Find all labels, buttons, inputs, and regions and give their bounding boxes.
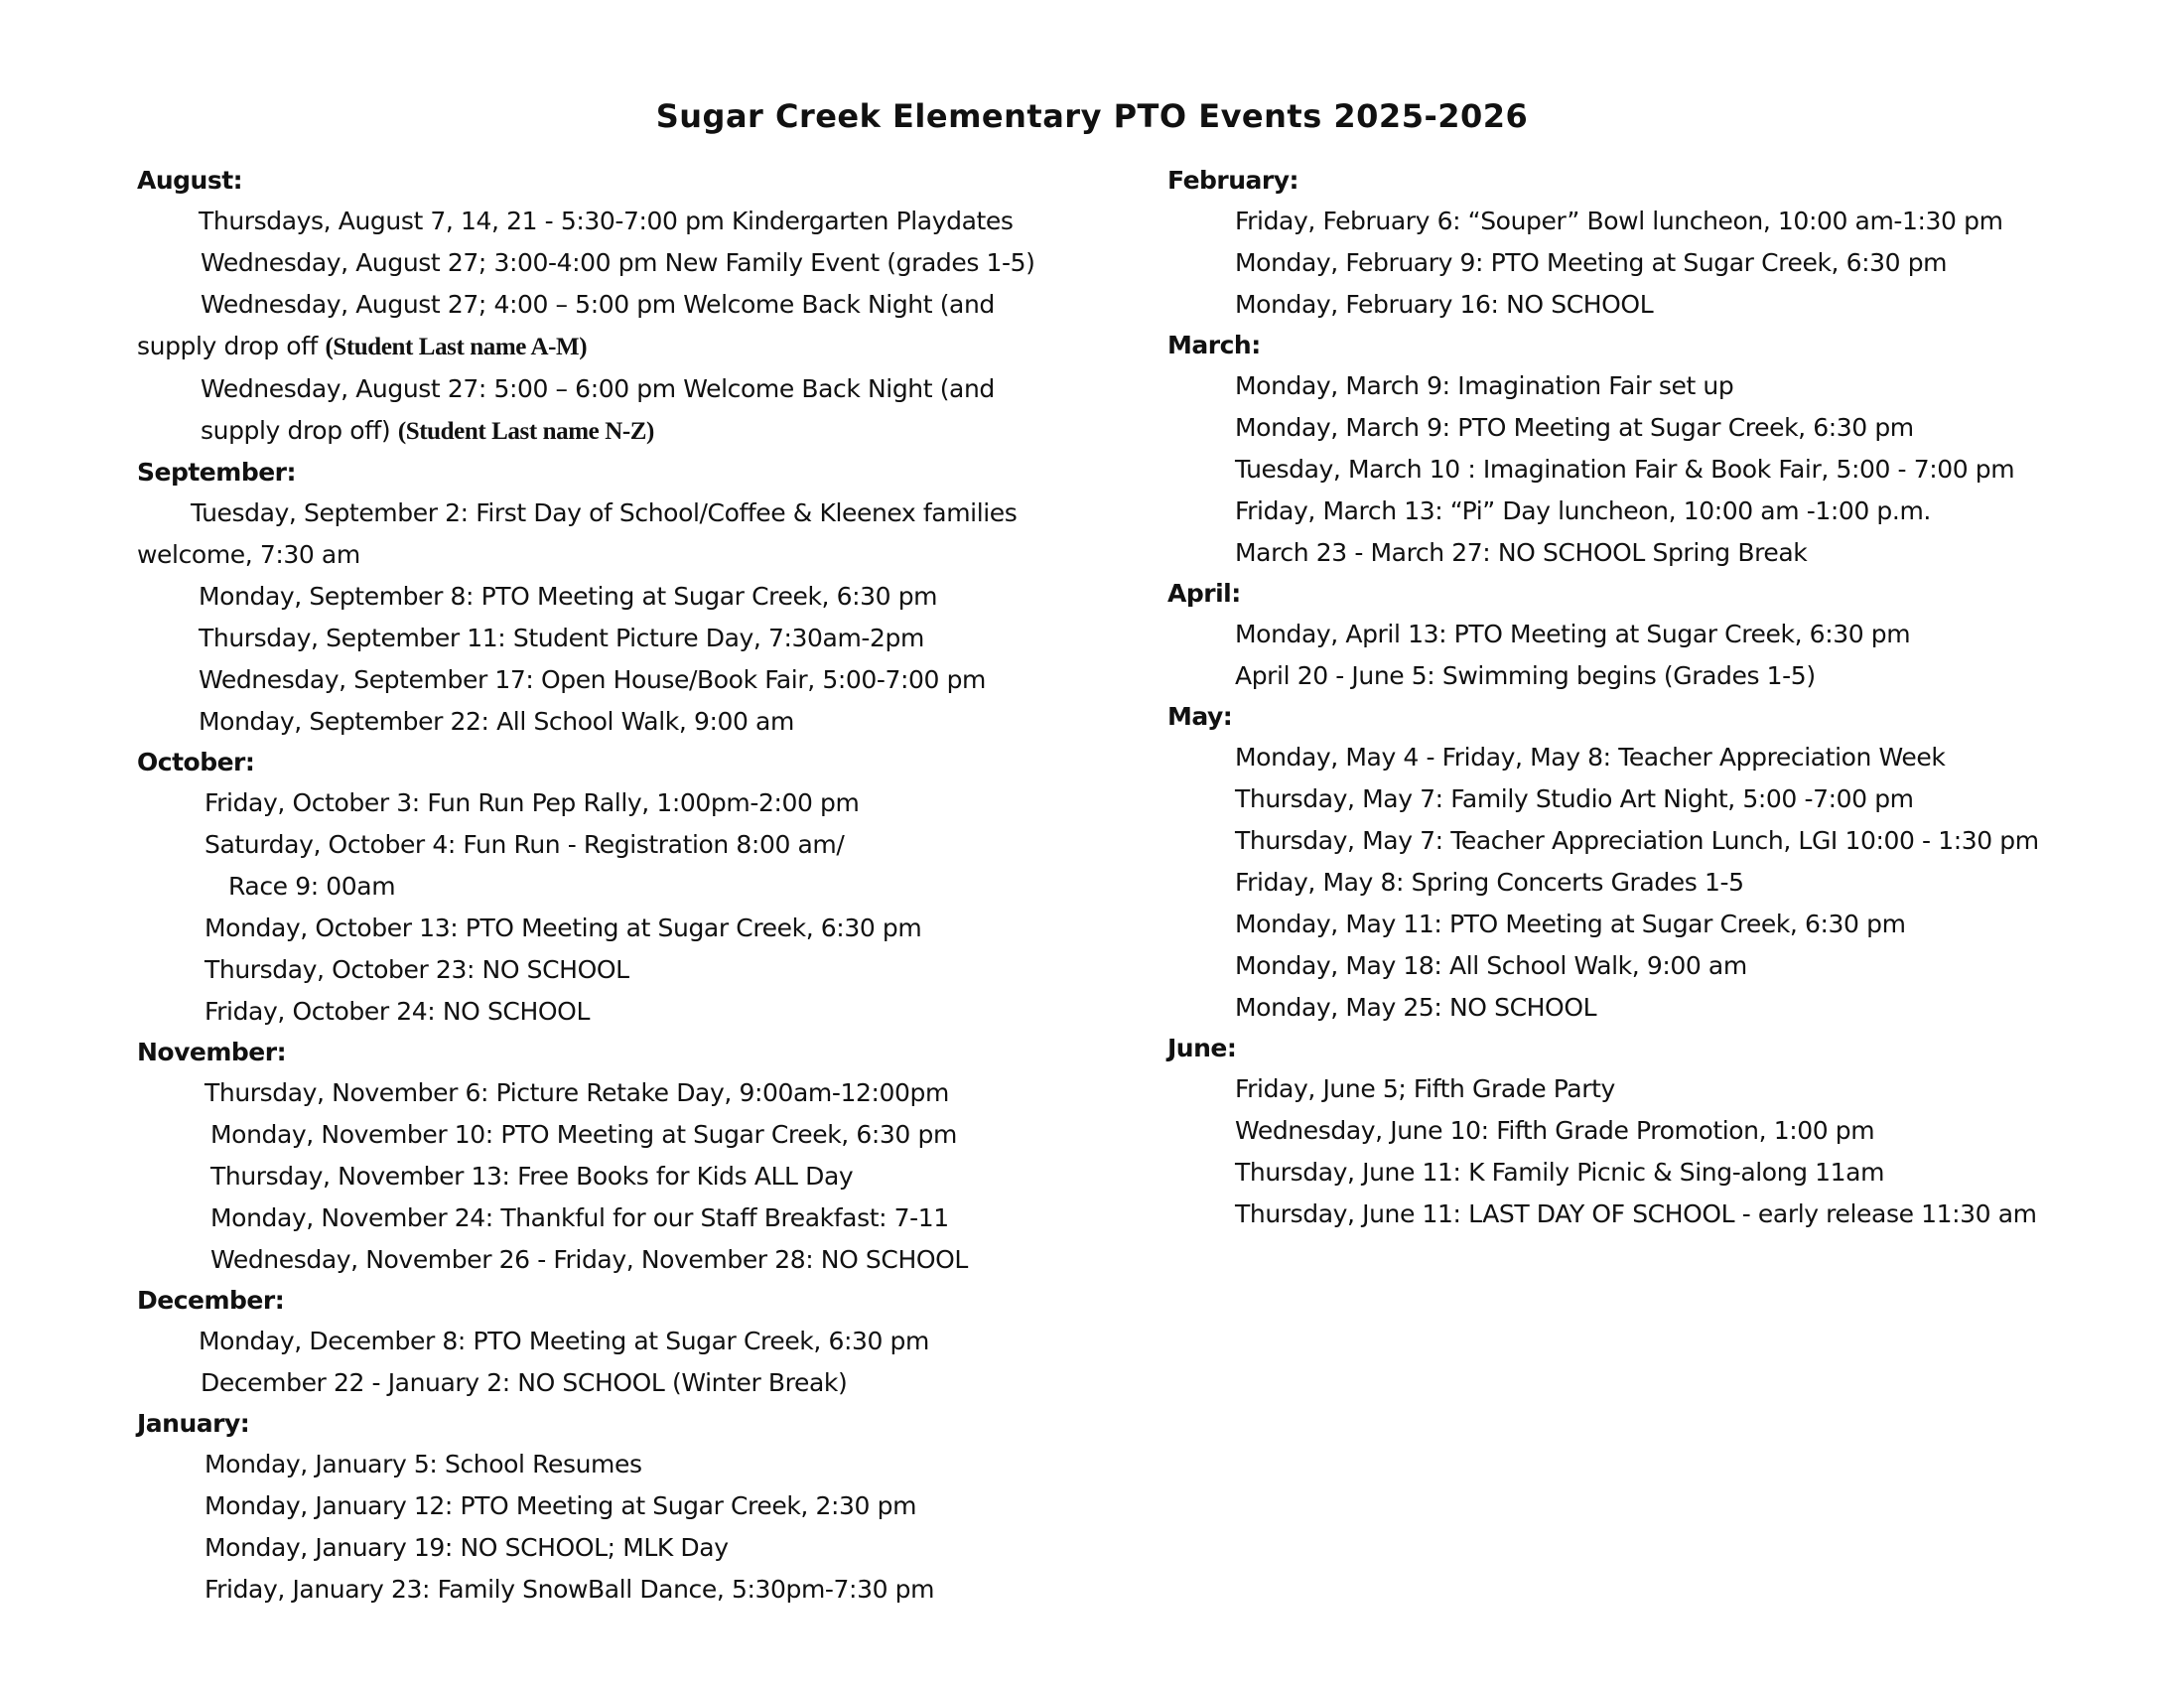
event-item: Monday, September 22: All School Walk, 9:00 am bbox=[199, 707, 794, 736]
event-note: (Student Last name A-M) bbox=[325, 334, 588, 360]
event-item: Monday, February 9: PTO Meeting at Sugar Creek, 6:30 pm bbox=[1235, 248, 1948, 277]
event-item: Thursday, June 11: LAST DAY OF SCHOOL - early release 11:30 am bbox=[1235, 1199, 2037, 1228]
event-item: Monday, May 25: NO SCHOOL bbox=[1235, 993, 1597, 1022]
event-item: Wednesday, June 10: Fifth Grade Promotion, 1:00 pm bbox=[1235, 1116, 1875, 1145]
month-heading-january: January: bbox=[137, 1409, 250, 1438]
event-item: Thursdays, August 7, 14, 21 - 5:30-7:00 pm Kindergarten Playdates bbox=[199, 207, 1014, 235]
event-item: Friday, March 13: “Pi” Day luncheon, 10:00 am -1:00 p.m. bbox=[1235, 496, 1931, 525]
event-item: Tuesday, March 10 : Imagination Fair & Book Fair, 5:00 - 7:00 pm bbox=[1235, 455, 2015, 484]
event-item: Wednesday, September 17: Open House/Book Fair, 5:00-7:00 pm bbox=[199, 665, 986, 694]
month-heading-november: November: bbox=[137, 1038, 287, 1066]
event-item: Friday, October 24: NO SCHOOL bbox=[205, 997, 590, 1026]
event-item: April 20 - June 5: Swimming begins (Grades 1-5) bbox=[1235, 661, 1816, 690]
event-item: Monday, March 9: Imagination Fair set up bbox=[1235, 371, 1734, 400]
month-heading-february: February: bbox=[1167, 166, 1299, 195]
event-item: Tuesday, September 2: First Day of School/Coffee & Kleenex families bbox=[191, 498, 1018, 527]
event-item: Friday, June 5; Fifth Grade Party bbox=[1235, 1074, 1615, 1103]
event-item: Thursday, September 11: Student Picture Day, 7:30am-2pm bbox=[199, 624, 924, 652]
event-item: Monday, September 8: PTO Meeting at Sugar Creek, 6:30 pm bbox=[199, 582, 938, 611]
month-heading-august: August: bbox=[137, 166, 243, 195]
event-item: Monday, March 9: PTO Meeting at Sugar Creek, 6:30 pm bbox=[1235, 413, 1914, 442]
month-heading-september: September: bbox=[137, 458, 296, 487]
month-heading-march: March: bbox=[1167, 331, 1261, 359]
month-heading-october: October: bbox=[137, 748, 255, 776]
event-item: Monday, December 8: PTO Meeting at Sugar Creek, 6:30 pm bbox=[199, 1327, 929, 1355]
event-item: Monday, May 4 - Friday, May 8: Teacher Appreciation Week bbox=[1235, 743, 1946, 772]
event-item: Wednesday, August 27; 3:00-4:00 pm New Family Event (grades 1-5) bbox=[201, 248, 1035, 277]
event-item: Wednesday, August 27; 4:00 – 5:00 pm Welcome Back Night (and bbox=[201, 290, 995, 319]
month-heading-december: December: bbox=[137, 1286, 285, 1315]
event-item: Wednesday, August 27: 5:00 – 6:00 pm Welcome Back Night (and bbox=[201, 374, 995, 403]
event-note: (Student Last name N-Z) bbox=[397, 418, 654, 445]
event-item: Thursday, June 11: K Family Picnic & Sing-along 11am bbox=[1235, 1158, 1885, 1187]
event-item-continuation bbox=[137, 326, 1011, 368]
event-item: Thursday, October 23: NO SCHOOL bbox=[205, 955, 629, 984]
event-item: Friday, February 6: “Souper” Bowl luncheon, 10:00 am-1:30 pm bbox=[1235, 207, 2003, 235]
event-item: Friday, October 3: Fun Run Pep Rally, 1:00pm-2:00 pm bbox=[205, 788, 860, 817]
event-item: Monday, January 12: PTO Meeting at Sugar Creek, 2:30 pm bbox=[205, 1491, 917, 1520]
event-item: Thursday, May 7: Teacher Appreciation Lunch, LGI 10:00 - 1:30 pm bbox=[1235, 826, 2039, 855]
event-item: Monday, January 19: NO SCHOOL; MLK Day bbox=[205, 1533, 729, 1562]
event-item: Thursday, November 13: Free Books for Kids ALL Day bbox=[210, 1162, 854, 1191]
event-item: Monday, October 13: PTO Meeting at Sugar Creek, 6:30 pm bbox=[205, 914, 922, 942]
event-item: Monday, November 24: Thankful for our Staff Breakfast: 7-11 bbox=[210, 1203, 949, 1232]
event-item: Monday, May 18: All School Walk, 9:00 am bbox=[1235, 951, 1747, 980]
event-item: Thursday, November 6: Picture Retake Day, 9:00am-12:00pm bbox=[205, 1078, 949, 1107]
page-title: Sugar Creek Elementary PTO Events 2025-2026 bbox=[655, 97, 1529, 135]
right-column bbox=[1167, 161, 2041, 1235]
event-item: Monday, January 5: School Resumes bbox=[205, 1450, 642, 1478]
month-heading-june: June: bbox=[1167, 1034, 1237, 1062]
event-item: Friday, May 8: Spring Concerts Grades 1-5 bbox=[1235, 868, 1744, 897]
event-item: Friday, January 23: Family SnowBall Dance, 5:30pm-7:30 pm bbox=[205, 1575, 935, 1604]
event-item: Monday, February 16: NO SCHOOL bbox=[1235, 290, 1654, 319]
event-item-continuation: Race 9: 00am bbox=[228, 872, 396, 901]
month-heading-april: April: bbox=[1167, 579, 1241, 608]
event-item-continuation: welcome, 7:30 am bbox=[137, 540, 360, 569]
event-text: supply drop off bbox=[137, 332, 326, 360]
event-item: Monday, April 13: PTO Meeting at Sugar Creek, 6:30 pm bbox=[1235, 620, 1911, 648]
event-item: March 23 - March 27: NO SCHOOL Spring Break bbox=[1235, 538, 1808, 567]
event-item: Saturday, October 4: Fun Run - Registration 8:00 am/ bbox=[205, 830, 845, 859]
event-item-continuation bbox=[137, 410, 1011, 453]
event-item: Thursday, May 7: Family Studio Art Night, 5:00 -7:00 pm bbox=[1235, 784, 1914, 813]
month-heading-may: May: bbox=[1167, 702, 1233, 731]
event-item: Monday, November 10: PTO Meeting at Sugar Creek, 6:30 pm bbox=[210, 1120, 957, 1149]
event-item: Monday, May 11: PTO Meeting at Sugar Creek, 6:30 pm bbox=[1235, 910, 1906, 938]
event-item: Wednesday, November 26 - Friday, November 28: NO SCHOOL bbox=[210, 1245, 968, 1274]
left-column bbox=[137, 161, 1035, 1611]
event-text: supply drop off) bbox=[201, 416, 398, 445]
event-item: December 22 - January 2: NO SCHOOL (Winter Break) bbox=[201, 1368, 848, 1397]
